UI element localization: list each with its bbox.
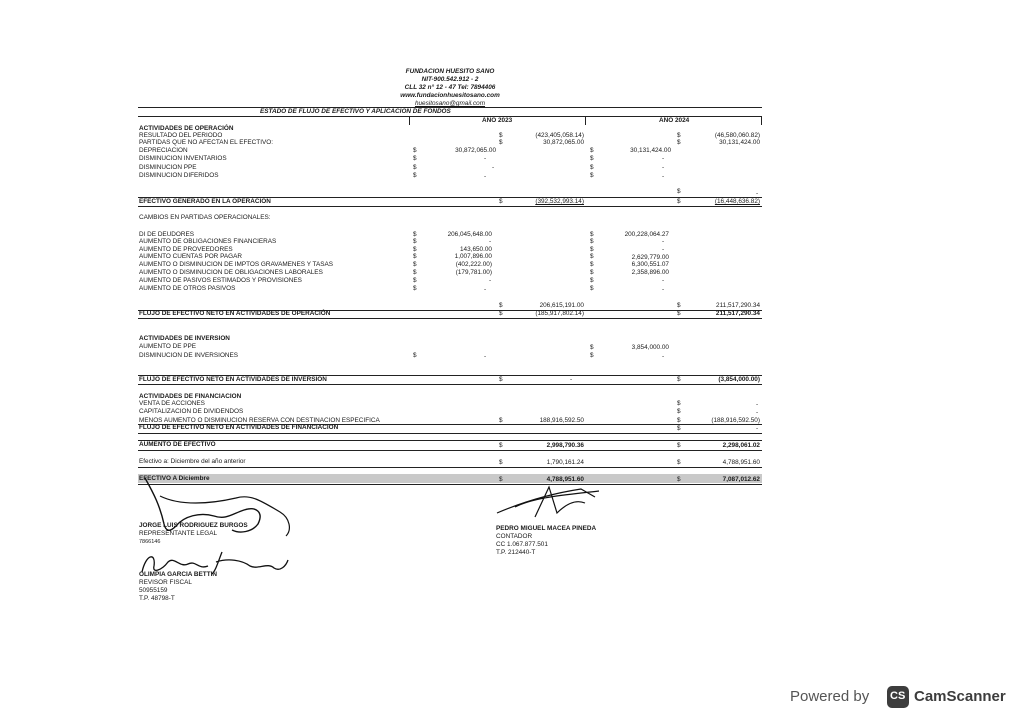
row-label: AUMENTO DE PPE	[139, 343, 197, 350]
amount-2024: 2,629,779.00	[631, 254, 669, 261]
anterior-2023: 1,790,161.24	[546, 459, 584, 466]
currency-sign: $	[677, 188, 681, 195]
total-2024: 211,517,290.34	[715, 310, 760, 317]
contador-role: CONTADOR	[496, 533, 533, 540]
legal-rep-name: JORGE LUIS RODRIGUEZ BURGOS	[139, 522, 248, 529]
currency-sign: $	[413, 261, 417, 268]
currency-sign: $	[413, 147, 417, 154]
amount-2023: 206,045,648.00	[447, 231, 492, 238]
amount-2024: -	[662, 173, 665, 180]
section-inversion: ACTIVIDADES DE INVERSION	[139, 335, 230, 342]
row-label: CAPITALIZACION DE DIVIDENDOS	[139, 408, 244, 415]
currency-sign: $	[413, 352, 417, 359]
total-2023: (185,917,802.14)	[535, 310, 584, 317]
amount-2023: -	[484, 353, 487, 360]
amount-2023: -	[484, 155, 487, 162]
currency-sign: $	[590, 269, 594, 276]
row-label: DISMINUCION DIFERIDOS	[139, 172, 219, 179]
currency-sign: $	[677, 302, 681, 309]
row-label: DISMINUCION DE INVERSIONES	[139, 352, 239, 359]
currency-sign: $	[590, 261, 594, 268]
total-2024: -	[756, 425, 759, 432]
value-2023: (423,405,058.14)	[535, 132, 584, 139]
anterior-2024: 4,788,951.60	[722, 459, 760, 466]
org-website: www.fundacionhuesitosano.com	[400, 92, 500, 99]
revisor-tp: T.P. 48798-T	[139, 595, 175, 602]
row-label: AUMENTO DE PROVEEDORES	[139, 246, 233, 253]
watermark-prefix: Powered by	[790, 688, 870, 705]
legal-rep-id: 7866146	[139, 539, 161, 545]
col-header-2024: AÑO 2024	[659, 117, 690, 124]
currency-sign: $	[677, 425, 681, 432]
section-cambios: CAMBIOS EN PARTIDAS OPERACIONALES:	[139, 214, 271, 221]
value-2023: 188,916,592.50	[539, 417, 584, 424]
currency-sign: $	[499, 442, 503, 449]
value-2024: -	[756, 409, 759, 416]
camscanner-logo-icon: CS	[887, 686, 909, 708]
currency-sign: $	[413, 246, 417, 253]
total-label: EFECTIVO GENERADO EN LA OPERACIÓN	[139, 198, 271, 205]
amount-2024: -	[662, 246, 665, 253]
contador-name: PEDRO MIGUEL MACEA PINEDA	[496, 525, 597, 532]
currency-sign: $	[413, 238, 417, 245]
revisor-name: OLIMPIA GARCIA BETTIN	[139, 571, 217, 578]
currency-sign: $	[677, 459, 681, 466]
currency-sign: $	[413, 155, 417, 162]
watermark-brand: CamScanner	[914, 688, 1006, 705]
row-label: RESULTADO DEL PERIODO	[139, 132, 223, 139]
value-2024: (46,580,060.82)	[714, 132, 760, 139]
currency-sign: $	[499, 476, 503, 483]
total-rule	[138, 318, 762, 319]
amount-2024: -	[662, 353, 665, 360]
row-label: AUMENTO O DISMINUCION DE OBLIGACIONES LABORALES	[139, 269, 323, 276]
amount-2024: -	[662, 286, 665, 293]
currency-sign: $	[590, 155, 594, 162]
value-2024: 30,131,424.00	[719, 139, 760, 146]
amount-2023: -	[484, 286, 487, 293]
row-label: MENOS AUMENTO O DISMINUCION RESERVA CON DESTINACION ESPECIFICA	[139, 417, 380, 424]
currency-sign: $	[413, 164, 417, 171]
total-2024: (16,448,636.82)	[714, 198, 760, 205]
amount-2023: (179,781.00)	[455, 269, 492, 276]
currency-sign: $	[590, 147, 594, 154]
currency-sign: $	[499, 417, 503, 424]
final-label: EFECTIVO A Diciembre	[139, 475, 210, 482]
currency-sign: $	[590, 344, 594, 351]
revisor-role: REVISOR FISCAL	[139, 579, 192, 586]
revisor-id: 50955159	[139, 587, 168, 594]
subtotal-2023: 206,615,191.00	[539, 302, 584, 309]
amount-2023: 1,007,896.00	[454, 253, 492, 260]
amount-2024: -	[662, 164, 665, 171]
currency-sign: $	[413, 253, 417, 260]
row-label: AUMENTO DE OTROS PASIVOS	[139, 285, 236, 292]
amount-2023: -	[489, 238, 492, 245]
row-label: DISMINUCION INVENTARIOS	[139, 155, 227, 162]
total-2023: -	[570, 376, 573, 383]
currency-sign: $	[499, 132, 503, 139]
total-rule	[138, 433, 762, 434]
subtotal-2024: 211,517,290.34	[716, 302, 760, 309]
total-label: FLUJO DE EFECTIVO NETO EN ACTIVIDADES DE FINANCIACION	[139, 424, 339, 431]
col-divider	[761, 117, 762, 125]
amount-2024: 30,131,424.00	[630, 147, 671, 154]
currency-sign: $	[677, 442, 681, 449]
row-label: AUMENTO DE OBLIGACIONES FINANCIERAS	[139, 238, 277, 245]
value-2024: -	[756, 401, 759, 408]
total-rule	[138, 450, 762, 451]
row-label: DEPRECIACION	[139, 147, 188, 154]
amount-2024: 6,300,551.07	[631, 261, 669, 268]
total-rule	[138, 467, 762, 468]
amount-2023: -	[492, 164, 495, 171]
amount-2023: 30,872,065.00	[455, 147, 496, 154]
currency-sign: $	[677, 476, 681, 483]
col-header-2023: AÑO 2023	[482, 117, 513, 124]
row-label: AUMENTO CUENTAS POR PAGAR	[139, 253, 242, 260]
currency-sign: $	[590, 172, 594, 179]
currency-sign: $	[677, 417, 681, 424]
currency-sign: $	[499, 376, 503, 383]
final-2024: 7,087,012.62	[722, 476, 760, 483]
row-label: AUMENTO DE PASIVOS ESTIMADOS Y PROVISIONES	[139, 277, 302, 284]
blank-value-2024: -	[756, 190, 759, 197]
currency-sign: $	[590, 285, 594, 292]
amount-2024: -	[662, 155, 665, 162]
currency-sign: $	[499, 459, 503, 466]
org-name: FUNDACION HUESITO SANO	[405, 68, 495, 75]
anterior-label: Efectivo a: Diciembre del año anterior	[139, 458, 246, 465]
currency-sign: $	[590, 164, 594, 171]
currency-sign: $	[499, 310, 503, 317]
currency-sign: $	[677, 408, 681, 415]
currency-sign: $	[413, 269, 417, 276]
amount-2023: -	[489, 277, 492, 284]
total-rule	[138, 440, 762, 441]
currency-sign: $	[590, 238, 594, 245]
currency-sign: $	[590, 253, 594, 260]
currency-sign: $	[590, 277, 594, 284]
currency-sign: $	[499, 198, 503, 205]
amount-2024: 200,228,064.27	[624, 231, 669, 238]
section-financiacion: ACTIVIDADES DE FINANCIACION	[139, 393, 242, 400]
total-2023: (392,532,993.14)	[535, 198, 584, 205]
contador-signature	[495, 483, 605, 523]
amount-2024: -	[662, 277, 665, 284]
currency-sign: $	[413, 231, 417, 238]
org-nit: NIT-900.542.912 - 2	[421, 76, 479, 83]
currency-sign: $	[590, 231, 594, 238]
currency-sign: $	[590, 352, 594, 359]
legal-rep-role: REPRESENTANTE LEGAL	[139, 530, 218, 537]
col-divider	[409, 117, 410, 125]
total-rule	[138, 384, 762, 385]
total-2024: (3,854,000.00)	[718, 376, 760, 383]
amount-2024: 2,358,896.00	[631, 269, 669, 276]
contador-id: CC 1.067.877.501	[496, 541, 548, 548]
currency-sign: $	[677, 132, 681, 139]
currency-sign: $	[413, 172, 417, 179]
currency-sign: $	[677, 400, 681, 407]
value-2023: 30,872,065.00	[543, 139, 584, 146]
amount-2023: (402,222.00)	[455, 261, 492, 268]
org-address: CLL 32 n° 12 - 47 Tel: 7894406	[404, 84, 496, 91]
currency-sign: $	[677, 139, 681, 146]
value-2024: (188,916,592.50)	[711, 417, 760, 424]
final-2023: 4,788,951.60	[546, 476, 584, 483]
currency-sign: $	[413, 285, 417, 292]
aumento-2024: 2,298,061.02	[722, 442, 760, 449]
col-divider	[585, 117, 586, 125]
contador-tp: T.P. 212440-T	[496, 549, 536, 556]
amount-2024: -	[662, 238, 665, 245]
total-rule	[138, 206, 762, 207]
row-label: DISMINUCION PPE	[139, 164, 197, 171]
currency-sign: $	[677, 198, 681, 205]
amount-2024: 3,854,000.00	[631, 344, 669, 351]
row-label: DI DE DEUDORES	[139, 231, 195, 238]
org-email: huesitosano@gmail.com	[414, 100, 486, 107]
statement-title: ESTADO DE FLUJO DE EFECTIVO Y APLICACIÓN DE FONDOS	[260, 108, 451, 115]
row-label: AUMENTO O DISMINUCION DE IMPTOS GRAVAMENES Y TASAS	[139, 261, 334, 268]
amount-2023: 143,650.00	[460, 246, 492, 253]
section-operacion: ACTIVIDADES DE OPERACIÓN	[139, 125, 234, 132]
currency-sign: $	[499, 139, 503, 146]
total-label: FLUJO DE EFECTIVO NETO EN ACTIVIDADES DE INVERSION	[139, 376, 327, 383]
aumento-2023: 2,998,790.36	[546, 442, 584, 449]
aumento-label: AUMENTO DE EFECTIVO	[139, 441, 216, 448]
currency-sign: $	[677, 376, 681, 383]
currency-sign: $	[590, 246, 594, 253]
currency-sign: $	[677, 310, 681, 317]
currency-sign: $	[499, 302, 503, 309]
currency-sign: $	[413, 277, 417, 284]
amount-2023: -	[484, 173, 487, 180]
row-label: PARTIDAS QUE NO AFECTAN EL EFECTIVO:	[139, 139, 273, 146]
total-label: FLUJO DE EFECTIVO NETO EN ACTIVIDADES DE OPERACIÓN	[139, 310, 331, 317]
row-label: VENTA DE ACCIONES	[139, 400, 205, 407]
